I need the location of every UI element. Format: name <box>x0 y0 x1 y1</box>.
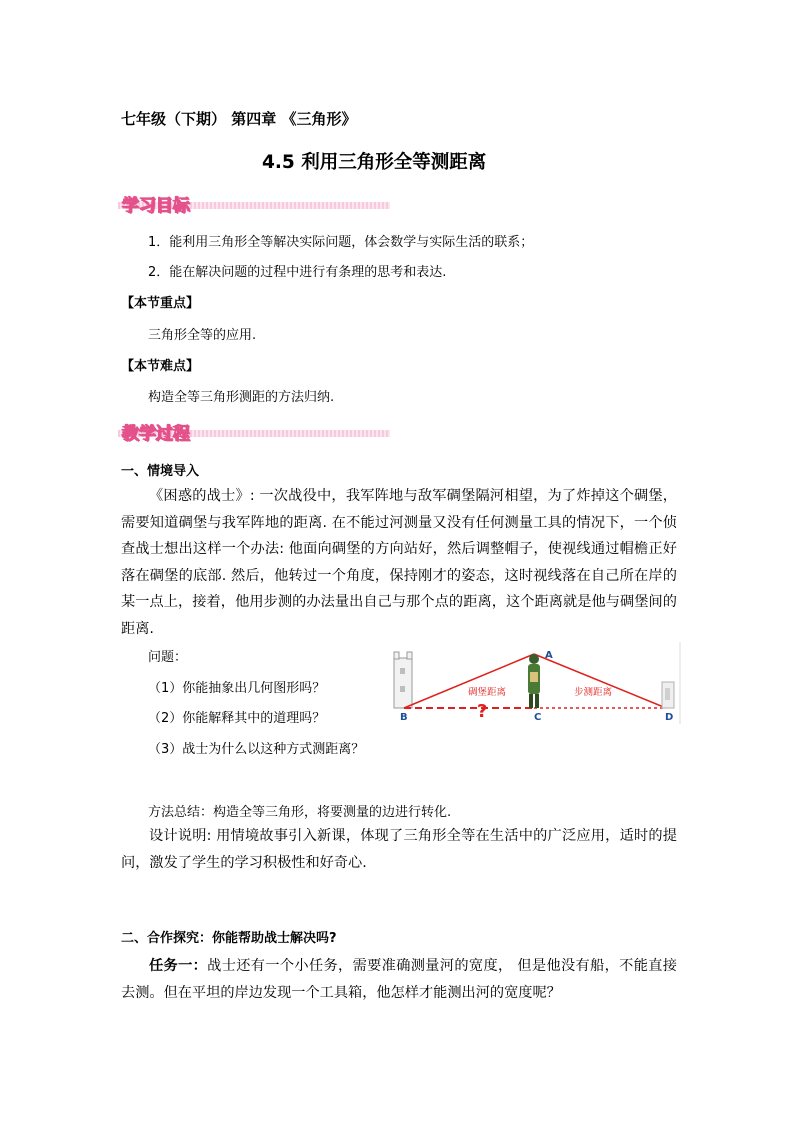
focus-label: 【本节重点】 <box>121 296 200 311</box>
question-1: （1）你能抽象出几何图形吗？ <box>148 681 326 696</box>
section1-title: 一、情境导入 <box>121 464 200 479</box>
task1-paragraph <box>121 953 677 1006</box>
learning-goals-banner <box>118 190 390 214</box>
difficulty-label: 【本节难点】 <box>121 359 200 374</box>
point-c-label: C <box>534 712 542 723</box>
chapter-heading: 七年级（下期） 第四章 《三角形》 <box>121 110 357 128</box>
goal-item-1: 1．能利用三角形全等解决实际问题，体会数学与实际生活的联系； <box>148 235 534 250</box>
bunker-icon <box>394 652 412 708</box>
soldier-icon <box>528 654 540 708</box>
point-d-label: D <box>665 712 674 723</box>
question-2: （2）你能解释其中的道理吗？ <box>148 711 326 726</box>
focus-text: 三角形全等的应用. <box>148 328 257 343</box>
banner-label: 教学过程 <box>122 424 190 444</box>
pace-distance-label: 步测距离 <box>574 687 613 698</box>
point-b-label: B <box>400 712 408 723</box>
unknown-distance-mark: ? <box>477 701 488 722</box>
point-d-marker-icon <box>662 682 674 708</box>
question-label: 问题： <box>148 650 188 665</box>
task1-text: 战士还有一个小任务，需要准确测量河的宽度， 但是他没有船，不能直接去测。但在平坦的岸边发现一个工具箱，他怎样才能测出河的宽度呢？ <box>121 958 677 1001</box>
lesson-title: 4.5 利用三角形全等测距离 <box>262 152 487 173</box>
design-note: 设计说明: 用情境故事引入新课，体现了三角形全等在生活中的广泛应用，适时的提问，激发了学生的学习积极性和好奇心. <box>121 828 677 871</box>
story-paragraph: 《困惑的战士》: 一次战役中，我军阵地与敌军碉堡隔河相望，为了炸掉这个碉堡，需要知道碉堡与我军阵地的距离. 在不能过河测量又没有任何测量工具的情况下，一个侦查战士想出这样一个办法: 他面向碉堡的方向站好，然后调整帽子，使视线通过帽檐正好落在碉堡的底部. 然后，他转过一个角度，保持刚才的姿态，这时视线落在自己所在岸的某一点上，接着，他用步测的办法量出自己与那个点的距离，这个距离就是他与碉堡间的距离. <box>121 488 677 637</box>
bunker-distance-figure <box>382 642 682 724</box>
sight-line-ad <box>534 654 666 708</box>
bunker-distance-label: 碉堡距离 <box>468 687 507 698</box>
banner-label: 学习目标 <box>122 196 190 216</box>
goal-item-2: 2．能在解决问题的过程中进行有条理的思考和表达. <box>148 265 447 280</box>
sight-line-ab <box>404 654 534 708</box>
task1-label: 任务一： <box>149 958 208 974</box>
method-summary: 方法总结：构造全等三角形，将要测量的边进行转化. <box>148 805 452 820</box>
teaching-process-banner <box>118 418 390 442</box>
difficulty-text: 构造全等三角形测距的方法归纳. <box>148 390 335 405</box>
point-a-label: A <box>545 650 553 661</box>
section2-title: 二、合作探究：你能帮助战士解决吗? <box>121 931 337 946</box>
question-3: （3）战士为什么以这种方式测距离？ <box>148 742 365 757</box>
